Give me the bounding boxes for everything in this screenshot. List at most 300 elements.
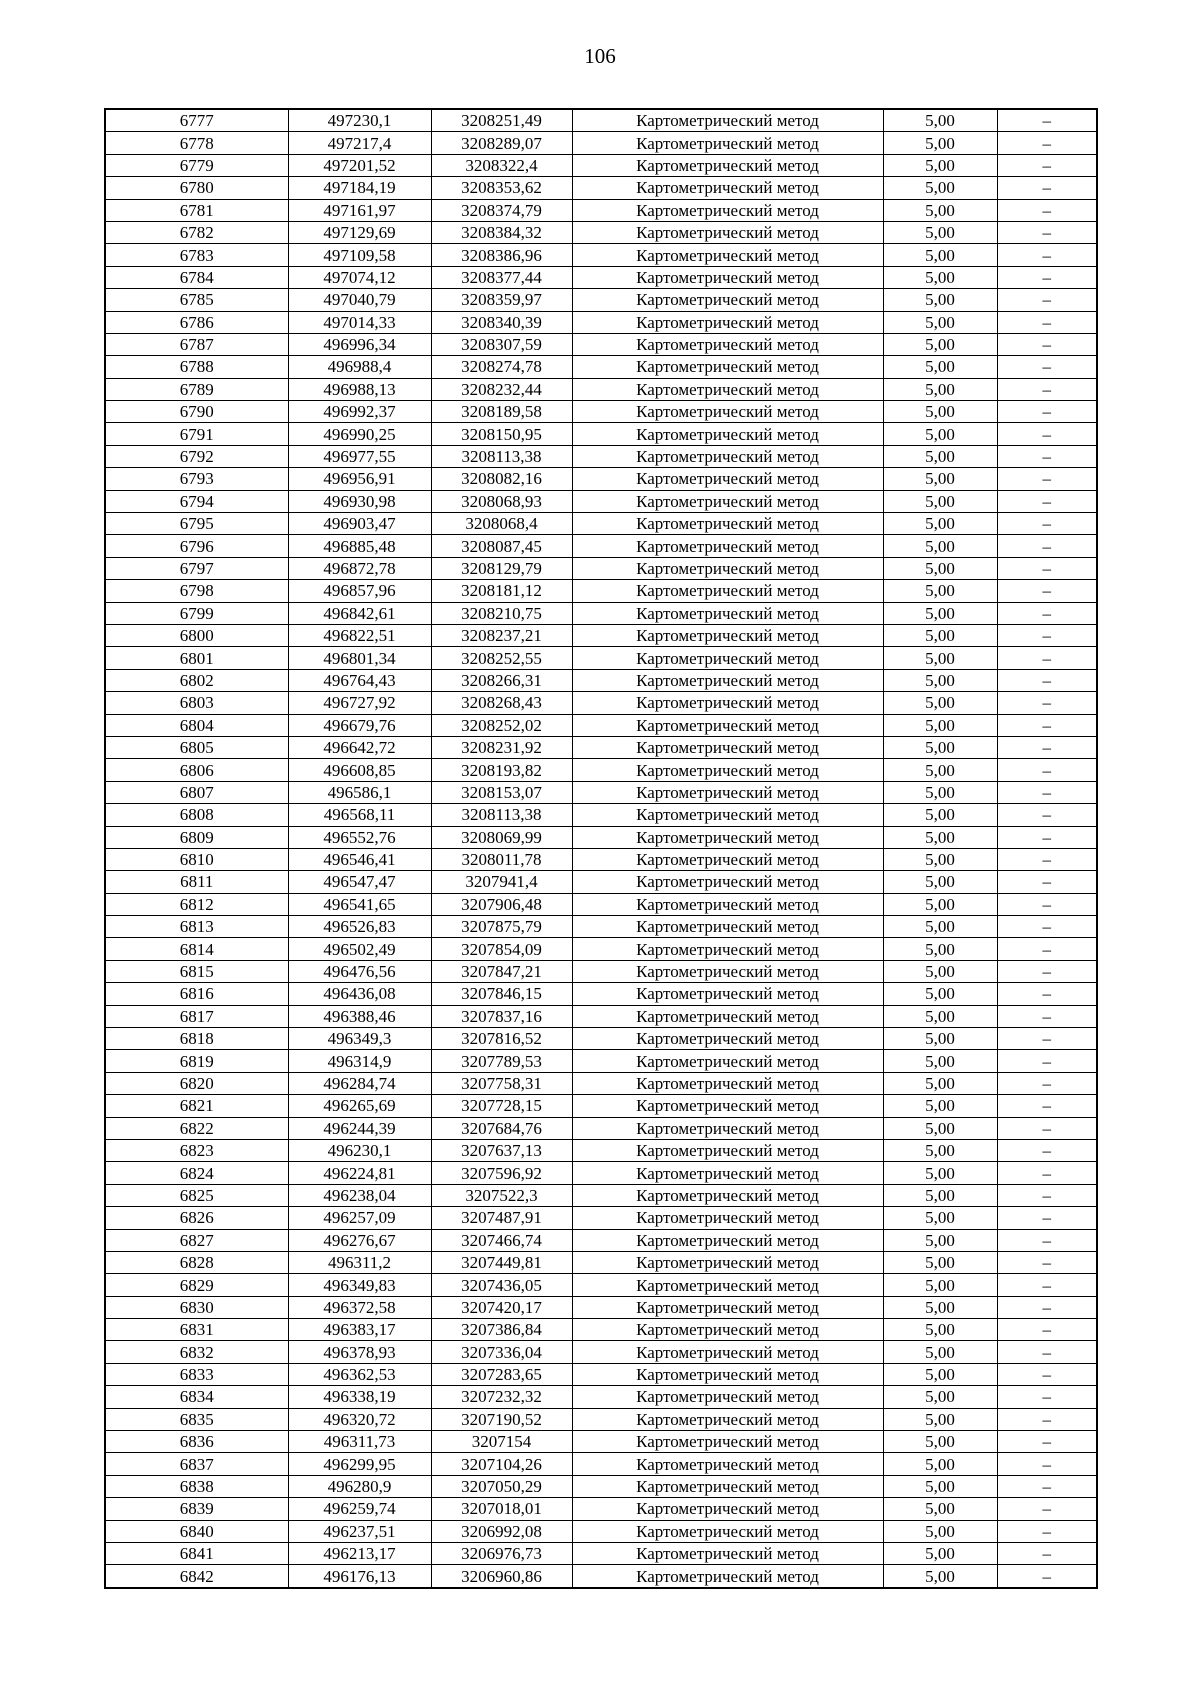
y-coordinate-cell: 3208189,58: [431, 401, 572, 423]
point-number-cell: 6828: [105, 1251, 288, 1273]
method-cell: Картометрический метод: [572, 199, 883, 221]
accuracy-cell: 5,00: [883, 736, 997, 758]
table-row: [105, 871, 1097, 893]
method-cell: Картометрический метод: [572, 848, 883, 870]
table-row: [105, 1520, 1097, 1542]
table-row: [105, 848, 1097, 870]
accuracy-cell: 5,00: [883, 602, 997, 624]
table-row: [105, 1341, 1097, 1363]
method-cell: Картометрический метод: [572, 960, 883, 982]
x-coordinate-cell: 496872,78: [288, 557, 431, 579]
accuracy-cell: 5,00: [883, 1498, 997, 1520]
description-cell: –: [997, 1050, 1097, 1072]
x-coordinate-cell: 496314,9: [288, 1050, 431, 1072]
point-number-cell: 6812: [105, 893, 288, 915]
method-cell: Картометрический метод: [572, 871, 883, 893]
accuracy-cell: 5,00: [883, 1072, 997, 1094]
accuracy-cell: 5,00: [883, 311, 997, 333]
point-number-cell: 6826: [105, 1207, 288, 1229]
description-cell: –: [997, 1475, 1097, 1497]
x-coordinate-cell: 496956,91: [288, 468, 431, 490]
description-cell: –: [997, 266, 1097, 288]
accuracy-cell: 5,00: [883, 244, 997, 266]
x-coordinate-cell: 496257,09: [288, 1207, 431, 1229]
accuracy-cell: 5,00: [883, 1207, 997, 1229]
x-coordinate-cell: 496502,49: [288, 938, 431, 960]
y-coordinate-cell: 3208082,16: [431, 468, 572, 490]
accuracy-cell: 5,00: [883, 356, 997, 378]
point-number-cell: 6808: [105, 804, 288, 826]
point-number-cell: 6781: [105, 199, 288, 221]
accuracy-cell: 5,00: [883, 132, 997, 154]
description-cell: –: [997, 221, 1097, 243]
table-row: [105, 580, 1097, 602]
y-coordinate-cell: 3208266,31: [431, 669, 572, 691]
table-row: [105, 1296, 1097, 1318]
description-cell: –: [997, 1319, 1097, 1341]
coordinates-table-body: [105, 109, 1097, 1588]
point-number-cell: 6785: [105, 289, 288, 311]
point-number-cell: 6840: [105, 1520, 288, 1542]
table-row: [105, 221, 1097, 243]
point-number-cell: 6832: [105, 1341, 288, 1363]
x-coordinate-cell: 496476,56: [288, 960, 431, 982]
table-row: [105, 1229, 1097, 1251]
table-row: [105, 669, 1097, 691]
point-number-cell: 6793: [105, 468, 288, 490]
method-cell: Картометрический метод: [572, 1162, 883, 1184]
y-coordinate-cell: 3207436,05: [431, 1274, 572, 1296]
accuracy-cell: 5,00: [883, 1431, 997, 1453]
accuracy-cell: 5,00: [883, 468, 997, 490]
y-coordinate-cell: 3208129,79: [431, 557, 572, 579]
y-coordinate-cell: 3207283,65: [431, 1363, 572, 1385]
y-coordinate-cell: 3207906,48: [431, 893, 572, 915]
y-coordinate-cell: 3208193,82: [431, 759, 572, 781]
method-cell: Картометрический метод: [572, 109, 883, 132]
y-coordinate-cell: 3206960,86: [431, 1565, 572, 1588]
description-cell: –: [997, 557, 1097, 579]
description-cell: –: [997, 1520, 1097, 1542]
point-number-cell: 6817: [105, 1005, 288, 1027]
x-coordinate-cell: 496642,72: [288, 736, 431, 758]
point-number-cell: 6799: [105, 602, 288, 624]
description-cell: –: [997, 1296, 1097, 1318]
method-cell: Картометрический метод: [572, 513, 883, 535]
point-number-cell: 6789: [105, 378, 288, 400]
y-coordinate-cell: 3208289,07: [431, 132, 572, 154]
point-number-cell: 6829: [105, 1274, 288, 1296]
y-coordinate-cell: 3207837,16: [431, 1005, 572, 1027]
description-cell: –: [997, 580, 1097, 602]
y-coordinate-cell: 3207637,13: [431, 1139, 572, 1161]
table-row: [105, 1251, 1097, 1273]
y-coordinate-cell: 3207420,17: [431, 1296, 572, 1318]
accuracy-cell: 5,00: [883, 1095, 997, 1117]
description-cell: –: [997, 1072, 1097, 1094]
y-coordinate-cell: 3208374,79: [431, 199, 572, 221]
description-cell: –: [997, 378, 1097, 400]
y-coordinate-cell: 3207758,31: [431, 1072, 572, 1094]
y-coordinate-cell: 3208386,96: [431, 244, 572, 266]
description-cell: –: [997, 1431, 1097, 1453]
y-coordinate-cell: 3207875,79: [431, 916, 572, 938]
x-coordinate-cell: 496608,85: [288, 759, 431, 781]
description-cell: –: [997, 356, 1097, 378]
method-cell: Картометрический метод: [572, 490, 883, 512]
table-row: [105, 960, 1097, 982]
y-coordinate-cell: 3208087,45: [431, 535, 572, 557]
table-row: [105, 916, 1097, 938]
table-row: [105, 177, 1097, 199]
accuracy-cell: 5,00: [883, 378, 997, 400]
table-row: [105, 490, 1097, 512]
description-cell: –: [997, 513, 1097, 535]
y-coordinate-cell: 3207386,84: [431, 1319, 572, 1341]
method-cell: Картометрический метод: [572, 535, 883, 557]
x-coordinate-cell: 496280,9: [288, 1475, 431, 1497]
accuracy-cell: 5,00: [883, 1475, 997, 1497]
table-row: [105, 692, 1097, 714]
point-number-cell: 6806: [105, 759, 288, 781]
y-coordinate-cell: 3207596,92: [431, 1162, 572, 1184]
point-number-cell: 6784: [105, 266, 288, 288]
accuracy-cell: 5,00: [883, 804, 997, 826]
description-cell: –: [997, 781, 1097, 803]
x-coordinate-cell: 496436,08: [288, 983, 431, 1005]
accuracy-cell: 5,00: [883, 266, 997, 288]
method-cell: Картометрический метод: [572, 378, 883, 400]
point-number-cell: 6814: [105, 938, 288, 960]
table-row: [105, 938, 1097, 960]
y-coordinate-cell: 3207050,29: [431, 1475, 572, 1497]
description-cell: –: [997, 893, 1097, 915]
point-number-cell: 6816: [105, 983, 288, 1005]
method-cell: Картометрический метод: [572, 1386, 883, 1408]
accuracy-cell: 5,00: [883, 109, 997, 132]
method-cell: Картометрический метод: [572, 1475, 883, 1497]
description-cell: –: [997, 848, 1097, 870]
point-number-cell: 6838: [105, 1475, 288, 1497]
x-coordinate-cell: 496311,2: [288, 1251, 431, 1273]
table-row: [105, 624, 1097, 646]
y-coordinate-cell: 3208153,07: [431, 781, 572, 803]
x-coordinate-cell: 497109,58: [288, 244, 431, 266]
point-number-cell: 6786: [105, 311, 288, 333]
description-cell: –: [997, 1028, 1097, 1050]
table-row: [105, 1363, 1097, 1385]
method-cell: Картометрический метод: [572, 1139, 883, 1161]
description-cell: –: [997, 804, 1097, 826]
point-number-cell: 6827: [105, 1229, 288, 1251]
x-coordinate-cell: 497161,97: [288, 199, 431, 221]
method-cell: Картометрический метод: [572, 401, 883, 423]
method-cell: Картометрический метод: [572, 580, 883, 602]
x-coordinate-cell: 496372,58: [288, 1296, 431, 1318]
x-coordinate-cell: 497230,1: [288, 109, 431, 132]
table-row: [105, 647, 1097, 669]
y-coordinate-cell: 3207154: [431, 1431, 572, 1453]
point-number-cell: 6791: [105, 423, 288, 445]
point-number-cell: 6819: [105, 1050, 288, 1072]
table-row: [105, 1184, 1097, 1206]
table-row: [105, 893, 1097, 915]
accuracy-cell: 5,00: [883, 1386, 997, 1408]
table-row: [105, 445, 1097, 467]
point-number-cell: 6841: [105, 1543, 288, 1565]
point-number-cell: 6831: [105, 1319, 288, 1341]
accuracy-cell: 5,00: [883, 1296, 997, 1318]
description-cell: –: [997, 938, 1097, 960]
accuracy-cell: 5,00: [883, 333, 997, 355]
accuracy-cell: 5,00: [883, 1050, 997, 1072]
description-cell: –: [997, 1453, 1097, 1475]
method-cell: Картометрический метод: [572, 468, 883, 490]
description-cell: –: [997, 759, 1097, 781]
y-coordinate-cell: 3208353,62: [431, 177, 572, 199]
description-cell: –: [997, 1005, 1097, 1027]
point-number-cell: 6822: [105, 1117, 288, 1139]
accuracy-cell: 5,00: [883, 759, 997, 781]
description-cell: –: [997, 1162, 1097, 1184]
table-row: [105, 311, 1097, 333]
y-coordinate-cell: 3207941,4: [431, 871, 572, 893]
x-coordinate-cell: 497217,4: [288, 132, 431, 154]
method-cell: Картометрический метод: [572, 714, 883, 736]
y-coordinate-cell: 3208252,02: [431, 714, 572, 736]
description-cell: –: [997, 177, 1097, 199]
x-coordinate-cell: 496299,95: [288, 1453, 431, 1475]
point-number-cell: 6792: [105, 445, 288, 467]
y-coordinate-cell: 3208251,49: [431, 109, 572, 132]
accuracy-cell: 5,00: [883, 624, 997, 646]
x-coordinate-cell: 496213,17: [288, 1543, 431, 1565]
method-cell: Картометрический метод: [572, 244, 883, 266]
point-number-cell: 6811: [105, 871, 288, 893]
accuracy-cell: 5,00: [883, 1162, 997, 1184]
method-cell: Картометрический метод: [572, 221, 883, 243]
table-row: [105, 401, 1097, 423]
table-row: [105, 1565, 1097, 1588]
y-coordinate-cell: 3206976,73: [431, 1543, 572, 1565]
point-number-cell: 6825: [105, 1184, 288, 1206]
description-cell: –: [997, 423, 1097, 445]
point-number-cell: 6790: [105, 401, 288, 423]
table-row: [105, 1386, 1097, 1408]
accuracy-cell: 5,00: [883, 513, 997, 535]
table-row: [105, 333, 1097, 355]
description-cell: –: [997, 1565, 1097, 1588]
point-number-cell: 6830: [105, 1296, 288, 1318]
x-coordinate-cell: 496727,92: [288, 692, 431, 714]
method-cell: Картометрический метод: [572, 669, 883, 691]
description-cell: –: [997, 445, 1097, 467]
method-cell: Картометрический метод: [572, 1543, 883, 1565]
point-number-cell: 6820: [105, 1072, 288, 1094]
y-coordinate-cell: 3207487,91: [431, 1207, 572, 1229]
table-row: [105, 1005, 1097, 1027]
description-cell: –: [997, 692, 1097, 714]
description-cell: –: [997, 1117, 1097, 1139]
description-cell: –: [997, 199, 1097, 221]
x-coordinate-cell: 497201,52: [288, 154, 431, 176]
x-coordinate-cell: 496259,74: [288, 1498, 431, 1520]
table-row: [105, 289, 1097, 311]
point-number-cell: 6815: [105, 960, 288, 982]
point-number-cell: 6783: [105, 244, 288, 266]
table-row: [105, 602, 1097, 624]
table-row: [105, 423, 1097, 445]
y-coordinate-cell: 3207522,3: [431, 1184, 572, 1206]
accuracy-cell: 5,00: [883, 647, 997, 669]
y-coordinate-cell: 3208113,38: [431, 804, 572, 826]
point-number-cell: 6833: [105, 1363, 288, 1385]
point-number-cell: 6835: [105, 1408, 288, 1430]
x-coordinate-cell: 497129,69: [288, 221, 431, 243]
accuracy-cell: 5,00: [883, 960, 997, 982]
accuracy-cell: 5,00: [883, 423, 997, 445]
y-coordinate-cell: 3208011,78: [431, 848, 572, 870]
method-cell: Картометрический метод: [572, 826, 883, 848]
description-cell: –: [997, 1274, 1097, 1296]
x-coordinate-cell: 496541,65: [288, 893, 431, 915]
description-cell: –: [997, 132, 1097, 154]
x-coordinate-cell: 496311,73: [288, 1431, 431, 1453]
y-coordinate-cell: 3207847,21: [431, 960, 572, 982]
point-number-cell: 6787: [105, 333, 288, 355]
method-cell: Картометрический метод: [572, 916, 883, 938]
x-coordinate-cell: 496885,48: [288, 535, 431, 557]
y-coordinate-cell: 3207466,74: [431, 1229, 572, 1251]
method-cell: Картометрический метод: [572, 1095, 883, 1117]
y-coordinate-cell: 3207854,09: [431, 938, 572, 960]
y-coordinate-cell: 3208252,55: [431, 647, 572, 669]
method-cell: Картометрический метод: [572, 132, 883, 154]
y-coordinate-cell: 3206992,08: [431, 1520, 572, 1542]
description-cell: –: [997, 826, 1097, 848]
table-row: [105, 1408, 1097, 1430]
method-cell: Картометрический метод: [572, 1117, 883, 1139]
point-number-cell: 6818: [105, 1028, 288, 1050]
point-number-cell: 6813: [105, 916, 288, 938]
y-coordinate-cell: 3208377,44: [431, 266, 572, 288]
x-coordinate-cell: 496546,41: [288, 848, 431, 870]
table-row: [105, 513, 1097, 535]
table-row: [105, 983, 1097, 1005]
description-cell: –: [997, 535, 1097, 557]
table-row: [105, 356, 1097, 378]
accuracy-cell: 5,00: [883, 177, 997, 199]
table-row: [105, 1453, 1097, 1475]
x-coordinate-cell: 496990,25: [288, 423, 431, 445]
table-row: [105, 1319, 1097, 1341]
method-cell: Картометрический метод: [572, 804, 883, 826]
table-row: [105, 154, 1097, 176]
x-coordinate-cell: 496857,96: [288, 580, 431, 602]
x-coordinate-cell: 496930,98: [288, 490, 431, 512]
x-coordinate-cell: 496764,43: [288, 669, 431, 691]
accuracy-cell: 5,00: [883, 916, 997, 938]
description-cell: –: [997, 1207, 1097, 1229]
table-row: [105, 535, 1097, 557]
accuracy-cell: 5,00: [883, 826, 997, 848]
description-cell: –: [997, 1095, 1097, 1117]
description-cell: –: [997, 736, 1097, 758]
table-row: [105, 1117, 1097, 1139]
method-cell: Картометрический метод: [572, 311, 883, 333]
description-cell: –: [997, 1363, 1097, 1385]
accuracy-cell: 5,00: [883, 893, 997, 915]
point-number-cell: 6780: [105, 177, 288, 199]
point-number-cell: 6794: [105, 490, 288, 512]
method-cell: Картометрический метод: [572, 1184, 883, 1206]
method-cell: Картометрический метод: [572, 647, 883, 669]
accuracy-cell: 5,00: [883, 490, 997, 512]
description-cell: –: [997, 602, 1097, 624]
table-row: [105, 1139, 1097, 1161]
point-number-cell: 6823: [105, 1139, 288, 1161]
x-coordinate-cell: 496679,76: [288, 714, 431, 736]
accuracy-cell: 5,00: [883, 871, 997, 893]
x-coordinate-cell: 496586,1: [288, 781, 431, 803]
description-cell: –: [997, 647, 1097, 669]
table-row: [105, 1543, 1097, 1565]
accuracy-cell: 5,00: [883, 1184, 997, 1206]
accuracy-cell: 5,00: [883, 199, 997, 221]
description-cell: –: [997, 1386, 1097, 1408]
description-cell: –: [997, 1139, 1097, 1161]
method-cell: Картометрический метод: [572, 177, 883, 199]
description-cell: –: [997, 714, 1097, 736]
y-coordinate-cell: 3208068,93: [431, 490, 572, 512]
y-coordinate-cell: 3208237,21: [431, 624, 572, 646]
x-coordinate-cell: 496842,61: [288, 602, 431, 624]
point-number-cell: 6795: [105, 513, 288, 535]
description-cell: –: [997, 916, 1097, 938]
x-coordinate-cell: 496265,69: [288, 1095, 431, 1117]
method-cell: Картометрический метод: [572, 333, 883, 355]
x-coordinate-cell: 497184,19: [288, 177, 431, 199]
point-number-cell: 6788: [105, 356, 288, 378]
y-coordinate-cell: 3208232,44: [431, 378, 572, 400]
accuracy-cell: 5,00: [883, 1139, 997, 1161]
y-coordinate-cell: 3207336,04: [431, 1341, 572, 1363]
method-cell: Картометрический метод: [572, 1520, 883, 1542]
y-coordinate-cell: 3207104,26: [431, 1453, 572, 1475]
method-cell: Картометрический метод: [572, 602, 883, 624]
table-row: [105, 736, 1097, 758]
point-number-cell: 6821: [105, 1095, 288, 1117]
x-coordinate-cell: 496822,51: [288, 624, 431, 646]
y-coordinate-cell: 3207816,52: [431, 1028, 572, 1050]
method-cell: Картометрический метод: [572, 1363, 883, 1385]
accuracy-cell: 5,00: [883, 983, 997, 1005]
description-cell: –: [997, 1341, 1097, 1363]
accuracy-cell: 5,00: [883, 938, 997, 960]
coordinates-table: [104, 108, 1098, 1589]
table-row: [105, 826, 1097, 848]
point-number-cell: 6842: [105, 1565, 288, 1588]
accuracy-cell: 5,00: [883, 781, 997, 803]
x-coordinate-cell: 496176,13: [288, 1565, 431, 1588]
y-coordinate-cell: 3207789,53: [431, 1050, 572, 1072]
method-cell: Картометрический метод: [572, 1028, 883, 1050]
point-number-cell: 6807: [105, 781, 288, 803]
accuracy-cell: 5,00: [883, 714, 997, 736]
x-coordinate-cell: 496988,4: [288, 356, 431, 378]
method-cell: Картометрический метод: [572, 1274, 883, 1296]
point-number-cell: 6779: [105, 154, 288, 176]
